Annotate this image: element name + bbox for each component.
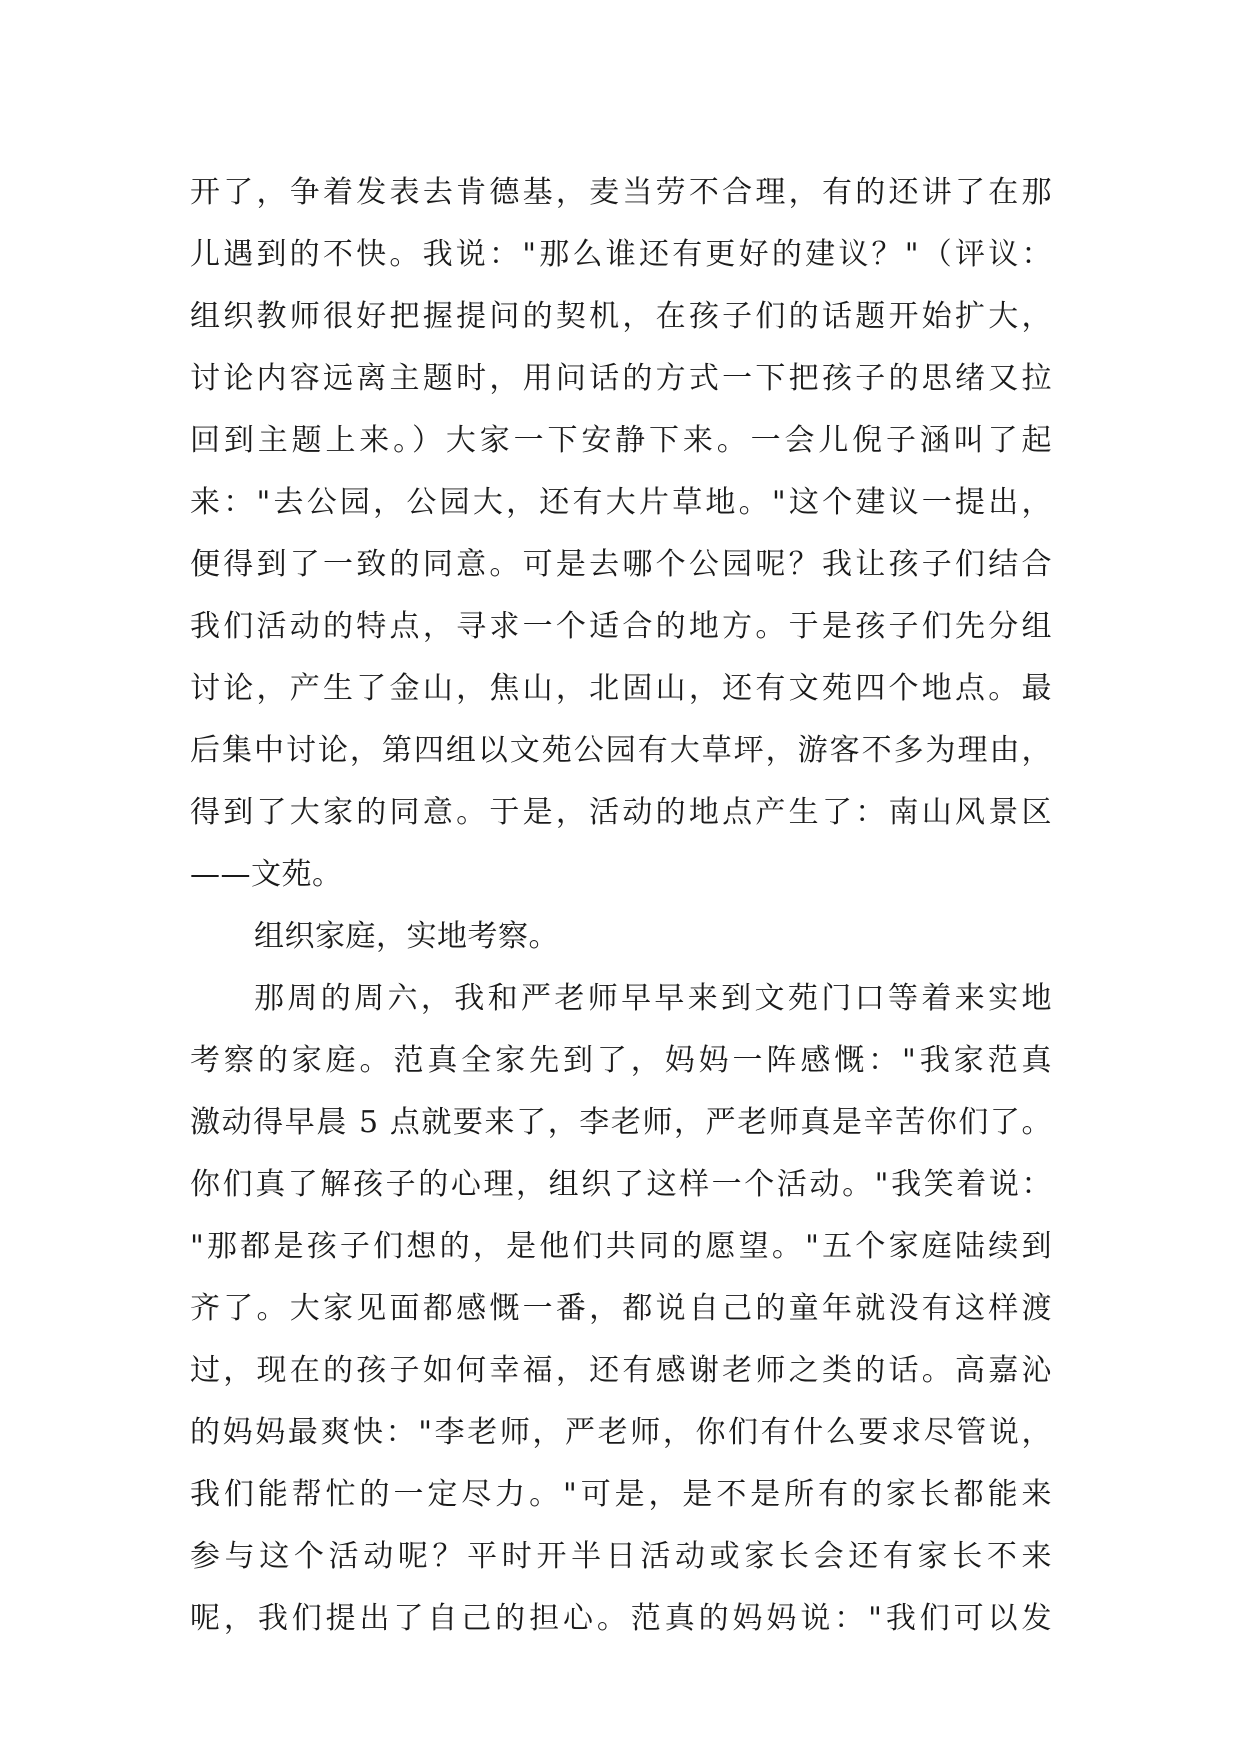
text-line: 得到了大家的同意。于是，活动的地点产生了：南山风景区: [190, 795, 1052, 830]
document-body: [190, 162, 1052, 1650]
text-line: 我们活动的特点，寻求一个适合的地方。于是孩子们先分组: [190, 609, 1052, 644]
text-line: 我们能帮忙的一定尽力。"可是，是不是所有的家长都能来: [190, 1477, 1052, 1512]
text-line: 儿遇到的不快。我说："那么谁还有更好的建议？"（评议：: [190, 237, 1052, 272]
text-line: 讨论内容远离主题时，用问话的方式一下把孩子的思绪又拉: [190, 361, 1052, 396]
section-heading: 组织家庭，实地考察。: [254, 919, 559, 954]
text-line: 齐了。大家见面都感慨一番，都说自己的童年就没有这样渡: [190, 1291, 1052, 1326]
text-line: 开了，争着发表去肯德基，麦当劳不合理，有的还讲了在那: [190, 175, 1052, 210]
text-line: 你们真了解孩子的心理，组织了这样一个活动。"我笑着说：: [190, 1167, 1052, 1202]
text-line: 呢，我们提出了自己的担心。范真的妈妈说："我们可以发: [190, 1601, 1052, 1636]
text-line: 讨论，产生了金山，焦山，北固山，还有文苑四个地点。最: [190, 671, 1052, 706]
text-line: 激动得早晨 5 点就要来了，李老师，严老师真是辛苦你们了。: [190, 1105, 1052, 1140]
text-line: "那都是孩子们想的，是他们共同的愿望。"五个家庭陆续到: [190, 1229, 1052, 1264]
text-line: 来："去公园，公园大，还有大片草地。"这个建议一提出，: [190, 485, 1052, 520]
text-line: 组织教师很好把握提问的契机，在孩子们的话题开始扩大，: [190, 299, 1052, 334]
text-line: 过，现在的孩子如何幸福，还有感谢老师之类的话。高嘉沁: [190, 1353, 1052, 1388]
text-line: 考察的家庭。范真全家先到了，妈妈一阵感慨："我家范真: [190, 1043, 1052, 1078]
text-line: 后集中讨论，第四组以文苑公园有大草坪，游客不多为理由，: [190, 733, 1052, 768]
text-line: 的妈妈最爽快："李老师，严老师，你们有什么要求尽管说，: [190, 1415, 1052, 1450]
text-line: 回到主题上来。）大家一下安静下来。一会儿倪子涵叫了起: [190, 423, 1052, 458]
paragraph-first-line: 那周的周六，我和严老师早早来到文苑门口等着来实地: [254, 981, 1052, 1016]
text-line: 便得到了一致的同意。可是去哪个公园呢？我让孩子们结合: [190, 547, 1052, 582]
text-line: ——文苑。: [190, 857, 343, 892]
text-line: 参与这个活动呢？平时开半日活动或家长会还有家长不来: [190, 1539, 1052, 1574]
